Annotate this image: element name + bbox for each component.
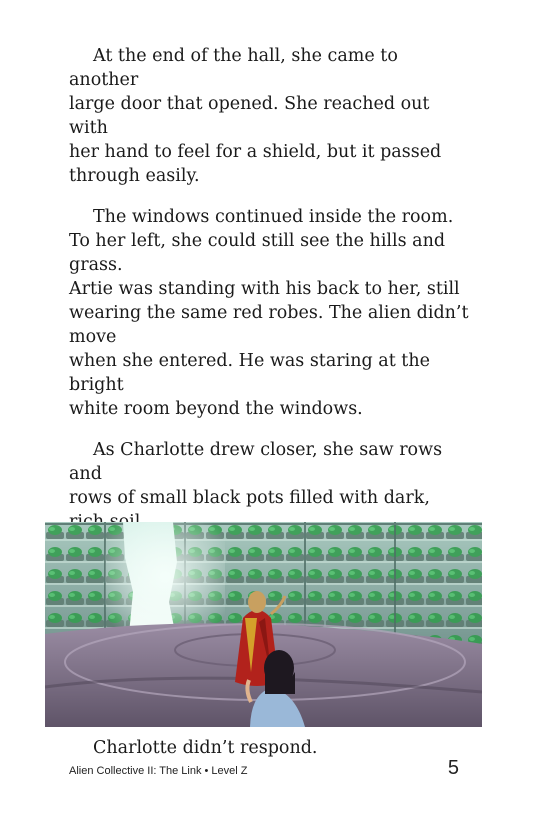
text-line: white room beyond the windows.	[69, 399, 363, 419]
text-line: large door that opened. She reached out with	[69, 94, 430, 138]
text-line: The windows continued inside the room.	[93, 207, 454, 227]
text-line: her hand to feel for a shield, but it passed	[69, 142, 442, 162]
text-line: Charlotte didn’t respond.	[93, 738, 318, 758]
paragraph-5	[69, 736, 469, 760]
page-number: 5	[447, 757, 459, 779]
book-title-footer: Alien Collective II: The Link • Level Z	[69, 765, 248, 777]
text-line: To her left, she could still see the hills and grass.	[69, 231, 446, 275]
text-line: through easily.	[69, 166, 200, 186]
text-line: when she entered. He was staring at the bright	[69, 351, 430, 395]
text-line: Artie was standing with his back to her, still	[69, 279, 460, 299]
text-line: At the end of the hall, she came to another	[69, 46, 398, 90]
paragraph-2	[69, 205, 469, 421]
paragraph-1	[69, 44, 469, 188]
text-line: As Charlotte drew closer, she saw rows and	[69, 440, 443, 484]
text-line: rows of small black pots filled with dark,	[69, 488, 430, 508]
nursery-scene-illustration	[45, 522, 482, 727]
text-line: wearing the same red robes. The alien didn’t move	[69, 303, 469, 347]
